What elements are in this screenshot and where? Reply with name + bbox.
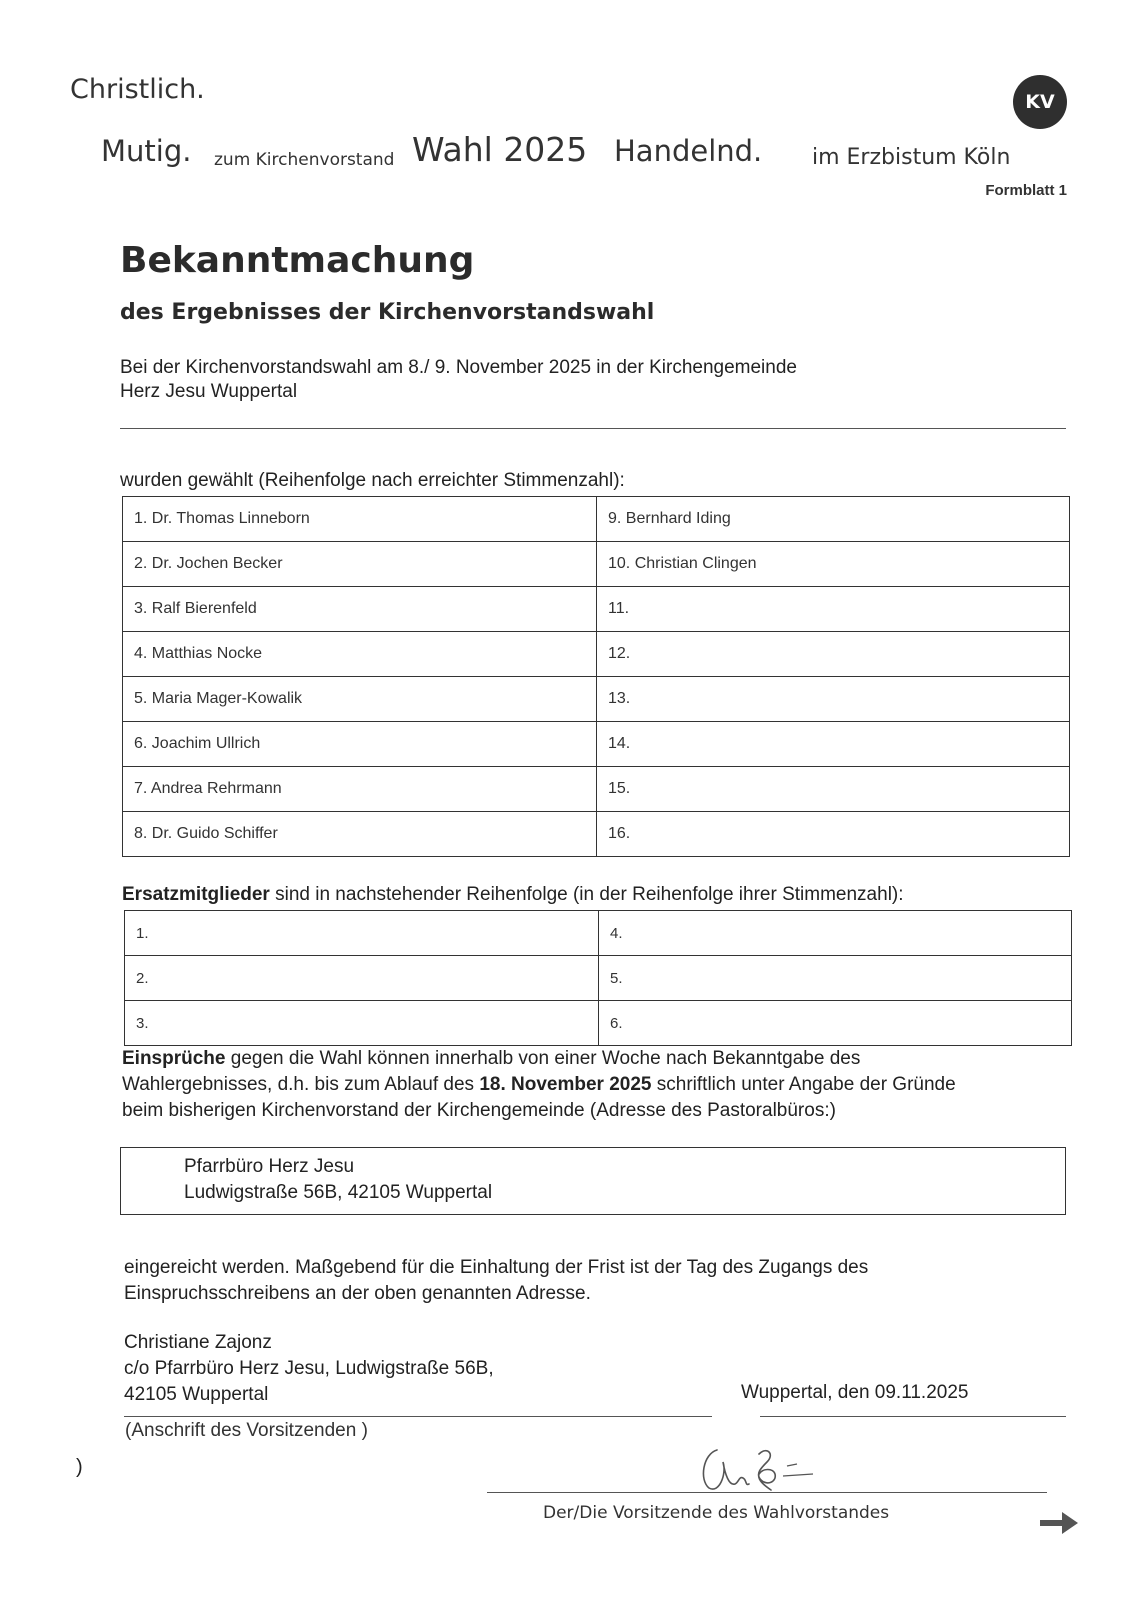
table-cell: 15. xyxy=(597,767,1070,812)
table-row xyxy=(123,632,1070,677)
table-cell: 1. Dr. Thomas Linneborn xyxy=(123,497,597,542)
table-row xyxy=(123,587,1070,632)
sender-line-1: Christiane Zajonz xyxy=(124,1332,272,1353)
table-cell: 11. xyxy=(597,587,1070,632)
formblatt-label: Formblatt 1 xyxy=(985,182,1067,199)
table-cell: 13. xyxy=(597,677,1070,722)
einspruch-text-2: Wahlergebnisses, d.h. bis zum Ablauf des xyxy=(122,1074,480,1095)
page-subtitle: des Ergebnisses der Kirchenvorstandswahl xyxy=(120,300,655,325)
divider xyxy=(120,428,1066,429)
address-line-2: Ludwigstraße 56B, 42105 Wuppertal xyxy=(184,1182,493,1203)
signature-caption: Der/Die Vorsitzende des Wahlvorstandes xyxy=(543,1503,890,1523)
elected-label: wurden gewählt (Reihenfolge nach erreichter Stimmenzahl): xyxy=(120,470,625,491)
handwritten-signature xyxy=(695,1440,825,1500)
signature-line xyxy=(487,1492,1047,1493)
logo-wahl-2025: Wahl 2025 xyxy=(412,130,588,169)
table-row xyxy=(123,497,1070,542)
table-cell: 6. xyxy=(599,1001,1072,1046)
anschrift-caption: (Anschrift des Vorsitzenden ) xyxy=(125,1420,368,1441)
table-cell: 16. xyxy=(597,812,1070,857)
table-cell: 3. Ralf Bierenfeld xyxy=(123,587,597,632)
table-cell: 1. xyxy=(125,911,599,956)
arrow-right-icon xyxy=(1038,1508,1080,1538)
signature-line-right xyxy=(760,1416,1066,1417)
table-cell: 5. Maria Mager-Kowalik xyxy=(123,677,597,722)
eingereicht-paragraph xyxy=(124,1255,868,1307)
table-cell: 2. xyxy=(125,956,599,1001)
einspruch-deadline: 18. November 2025 xyxy=(479,1074,652,1095)
table-cell: 12. xyxy=(597,632,1070,677)
kv-badge: KV xyxy=(1013,75,1067,129)
ersatz-label xyxy=(122,884,904,906)
sender-line-2: c/o Pfarrbüro Herz Jesu, Ludwigstraße 56B, xyxy=(124,1358,494,1379)
logo-erzbistum: im Erzbistum Köln xyxy=(812,145,1011,170)
intro-line-2: Herz Jesu Wuppertal xyxy=(120,381,298,402)
table-cell: 8. Dr. Guido Schiffer xyxy=(123,812,597,857)
einspruch-paragraph xyxy=(122,1046,1082,1124)
table-cell: 14. xyxy=(597,722,1070,767)
table-cell: 7. Andrea Rehrmann xyxy=(123,767,597,812)
table-cell: 9. Bernhard Iding xyxy=(597,497,1070,542)
table-cell: 2. Dr. Jochen Becker xyxy=(123,542,597,587)
page-title: Bekanntmachung xyxy=(120,240,475,281)
einspruch-text-1: gegen die Wahl können innerhalb von einer Woche nach Bekanntgabe des xyxy=(225,1048,861,1069)
intro-line-1: Bei der Kirchenvorstandswahl am 8./ 9. November 2025 in der Kirchengemeinde xyxy=(120,357,797,378)
intro-text xyxy=(120,356,797,404)
table-row xyxy=(123,722,1070,767)
eingereicht-line-2: Einspruchsschreibens an der oben genannten Adresse. xyxy=(124,1283,591,1304)
address-line-1: Pfarrbüro Herz Jesu xyxy=(184,1156,355,1177)
stray-parenthesis: ) xyxy=(76,1456,83,1478)
table-cell: 3. xyxy=(125,1001,599,1046)
address-box xyxy=(120,1147,1066,1215)
table-cell: 6. Joachim Ullrich xyxy=(123,722,597,767)
sender-address xyxy=(124,1330,494,1408)
place-date: Wuppertal, den 09.11.2025 xyxy=(741,1382,969,1403)
logo-zum-kirchenvorstand: zum Kirchenvorstand xyxy=(214,150,395,170)
eingereicht-line-1: eingereicht werden. Maßgebend für die Einhaltung der Frist ist der Tag des Zugangs des xyxy=(124,1257,869,1278)
table-row xyxy=(123,677,1070,722)
table-cell: 10. Christian Clingen xyxy=(597,542,1070,587)
ersatz-label-rest: sind in nachstehender Reihenfolge (in der Reihenfolge ihrer Stimmenzahl): xyxy=(269,884,904,905)
table-cell: 4. Matthias Nocke xyxy=(123,632,597,677)
ersatz-label-bold: Ersatzmitglieder xyxy=(122,884,270,905)
einspruch-bold: Einsprüche xyxy=(122,1048,226,1069)
logo-handelnd: Handelnd. xyxy=(614,134,763,168)
ersatz-table xyxy=(124,910,1072,1046)
einspruch-text-4: beim bisherigen Kirchenvorstand der Kirchengemeinde (Adresse des Pastoralbüros:) xyxy=(122,1100,836,1121)
table-cell: 4. xyxy=(599,911,1072,956)
table-row xyxy=(125,956,1072,1001)
logo-christlich: Christlich. xyxy=(70,74,205,105)
table-row xyxy=(125,911,1072,956)
table-row xyxy=(123,812,1070,857)
table-row xyxy=(123,542,1070,587)
einspruch-text-3: schriftlich unter Angabe der Gründe xyxy=(651,1074,956,1095)
logo-mutig: Mutig. xyxy=(101,134,192,168)
sender-line-3: 42105 Wuppertal xyxy=(124,1384,269,1405)
table-cell: 5. xyxy=(599,956,1072,1001)
table-row xyxy=(125,1001,1072,1046)
signature-line-left xyxy=(124,1416,712,1417)
elected-table xyxy=(122,496,1070,857)
table-row xyxy=(123,767,1070,812)
